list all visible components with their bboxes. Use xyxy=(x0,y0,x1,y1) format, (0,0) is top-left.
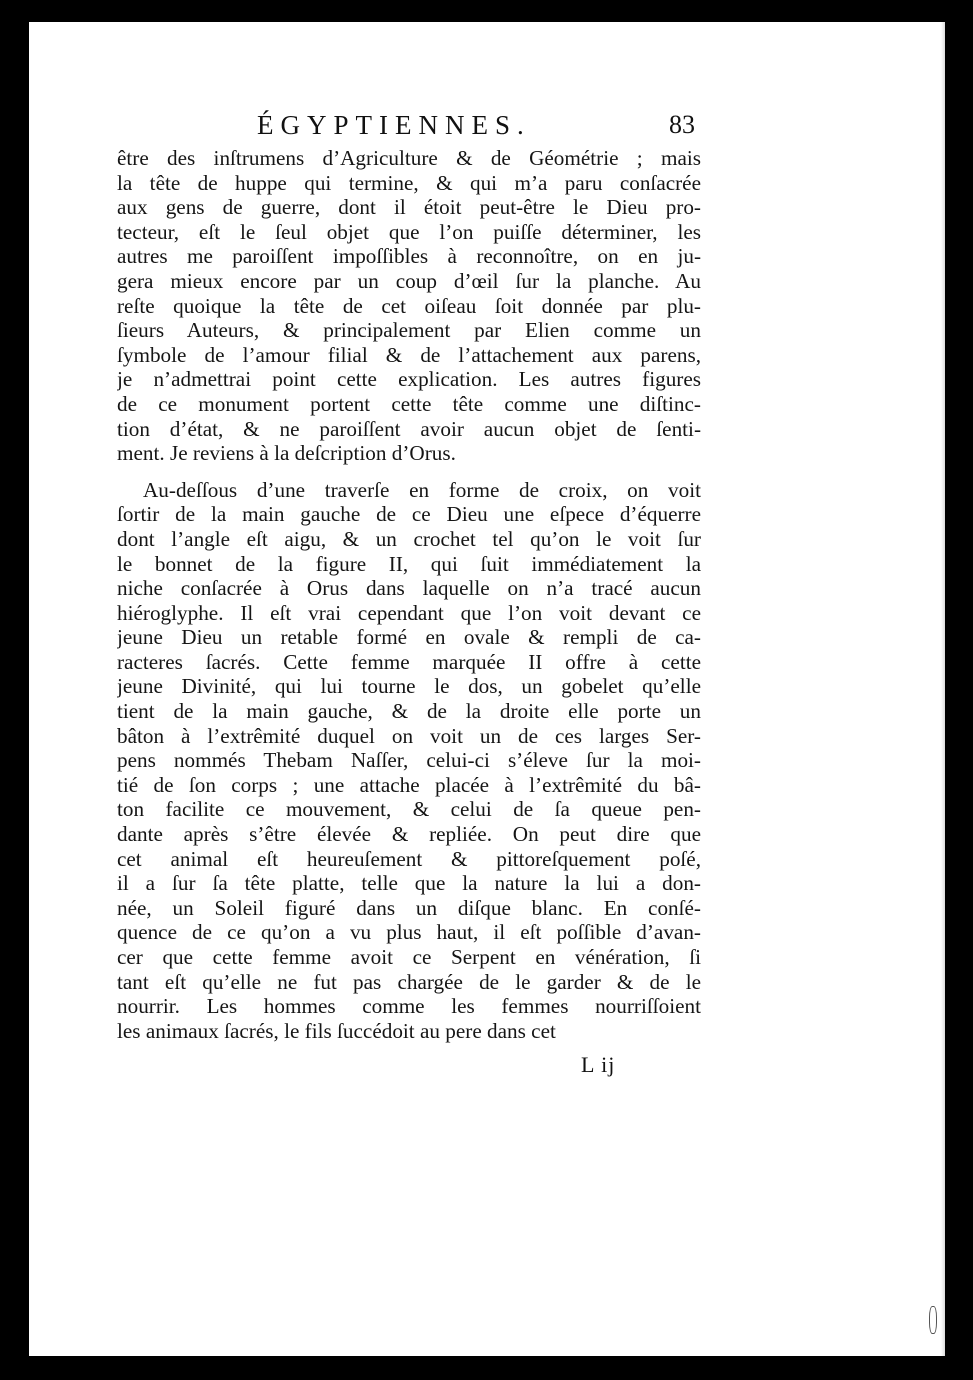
text-line: nourrir. Les hommes comme les femmes nourriſſoient xyxy=(117,994,701,1019)
text-line: Au-deſſous d’une traverſe en forme de croix, on voit xyxy=(143,477,701,502)
text-line: gera mieux encore par un coup d’œil ſur la planche. Au xyxy=(117,268,701,293)
body-text xyxy=(117,146,701,1043)
text-line: cer que cette femme avoit ce Serpent en vénération, ſi xyxy=(117,945,701,969)
text-line: ſortir de la main gauche de ce Dieu une eſpece d’équerre xyxy=(117,502,701,527)
text-line: dont l’angle eſt aigu, & un crochet tel qu’on le voit ſur xyxy=(117,526,701,551)
page-number: 83 xyxy=(669,110,695,139)
text-line: racteres ſacrés. Cette femme marquée II offre à cette xyxy=(117,649,701,674)
text-line: hiéroglyphe. Il eſt vrai cependant que l’on voit devant ce xyxy=(117,600,701,625)
text-line: tion d’état, & ne paroiſſent avoir aucun objet de ſenti- xyxy=(117,416,701,441)
text-line: aux gens de guerre, dont il étoit peut-être le Dieu pro- xyxy=(117,195,701,220)
paragraph-gap xyxy=(117,466,701,478)
text-line: reſte quoique la tête de cet oiſeau ſoit donnée par plu- xyxy=(117,293,701,318)
text-line: dante après s’être élevée & repliée. On peut dire que xyxy=(117,822,701,847)
page-edge xyxy=(941,22,945,1356)
paragraph xyxy=(117,478,701,1044)
text-line: la tête de huppe qui termine, & qui m’a paru conſacrée xyxy=(117,170,701,195)
text-line: niche conſacrée à Orus dans laquelle on n’a tracé aucun xyxy=(117,576,701,601)
text-line: quence de ce qu’on a vu plus haut, il eſt poſſible d’avan- xyxy=(117,920,701,945)
text-line: être des inſtrumens d’Agriculture & de Géométrie ; mais xyxy=(117,146,701,170)
text-line: bâton à l’extrêmité duquel on voit un de ces larges Ser- xyxy=(117,723,701,748)
text-line: jeune Dieu un retable formé en ovale & rempli de ca- xyxy=(117,625,701,650)
text-line: ment. Je reviens à la deſcription d’Orus. xyxy=(117,441,456,466)
text-line: jeune Divinité, qui lui tourne le dos, un gobelet qu’elle xyxy=(117,674,701,699)
text-line: il a ſur ſa tête platte, telle que la nature la lui a don- xyxy=(117,871,701,896)
page-edge-mark xyxy=(929,1306,937,1334)
book-page xyxy=(29,22,945,1356)
signature-mark: L ij xyxy=(581,1052,616,1077)
text-line: tient de la main gauche, & de la droite elle porte un xyxy=(117,699,701,724)
text-line: de ce monument portent cette tête comme une diſtinc- xyxy=(117,391,701,416)
text-line: autres me paroiſſent impoſſibles à reconnoître, on en ju- xyxy=(117,244,701,269)
text-line: les animaux ſacrés, le fils ſuccédoit au pere dans cet xyxy=(117,1018,556,1043)
text-line: tant eſt qu’elle ne fut pas chargée de le garder & de le xyxy=(117,969,701,994)
text-line: le bonnet de la figure II, qui ſuit immédiatement la xyxy=(117,551,701,576)
running-head: ÉGYPTIENNES. xyxy=(257,110,531,140)
text-line: née, un Soleil figuré dans un diſque blanc. En conſé- xyxy=(117,895,701,920)
text-line: cet animal eſt heureuſement & pittoreſquement poſé, xyxy=(117,846,701,871)
text-line: tié de ſon corps ; une attache placée à l’extrêmité du bâ- xyxy=(117,772,701,797)
text-line: ſymbole de l’amour filial & de l’attachement aux parens, xyxy=(117,342,701,367)
page-header xyxy=(29,110,945,146)
paragraph xyxy=(117,146,701,466)
text-line: je n’admettrai point cette explication. Les autres figures xyxy=(117,367,701,392)
text-line: tecteur, eſt le ſeul objet que l’on puiſſe déterminer, les xyxy=(117,219,701,244)
text-line: ſieurs Auteurs, & principalement par Elien comme un xyxy=(117,318,701,343)
text-line: pens nommés Thebam Naſſer, celui-ci s’éleve ſur la moi- xyxy=(117,748,701,773)
text-line: ton facilite ce mouvement, & celui de ſa queue pen- xyxy=(117,797,701,822)
